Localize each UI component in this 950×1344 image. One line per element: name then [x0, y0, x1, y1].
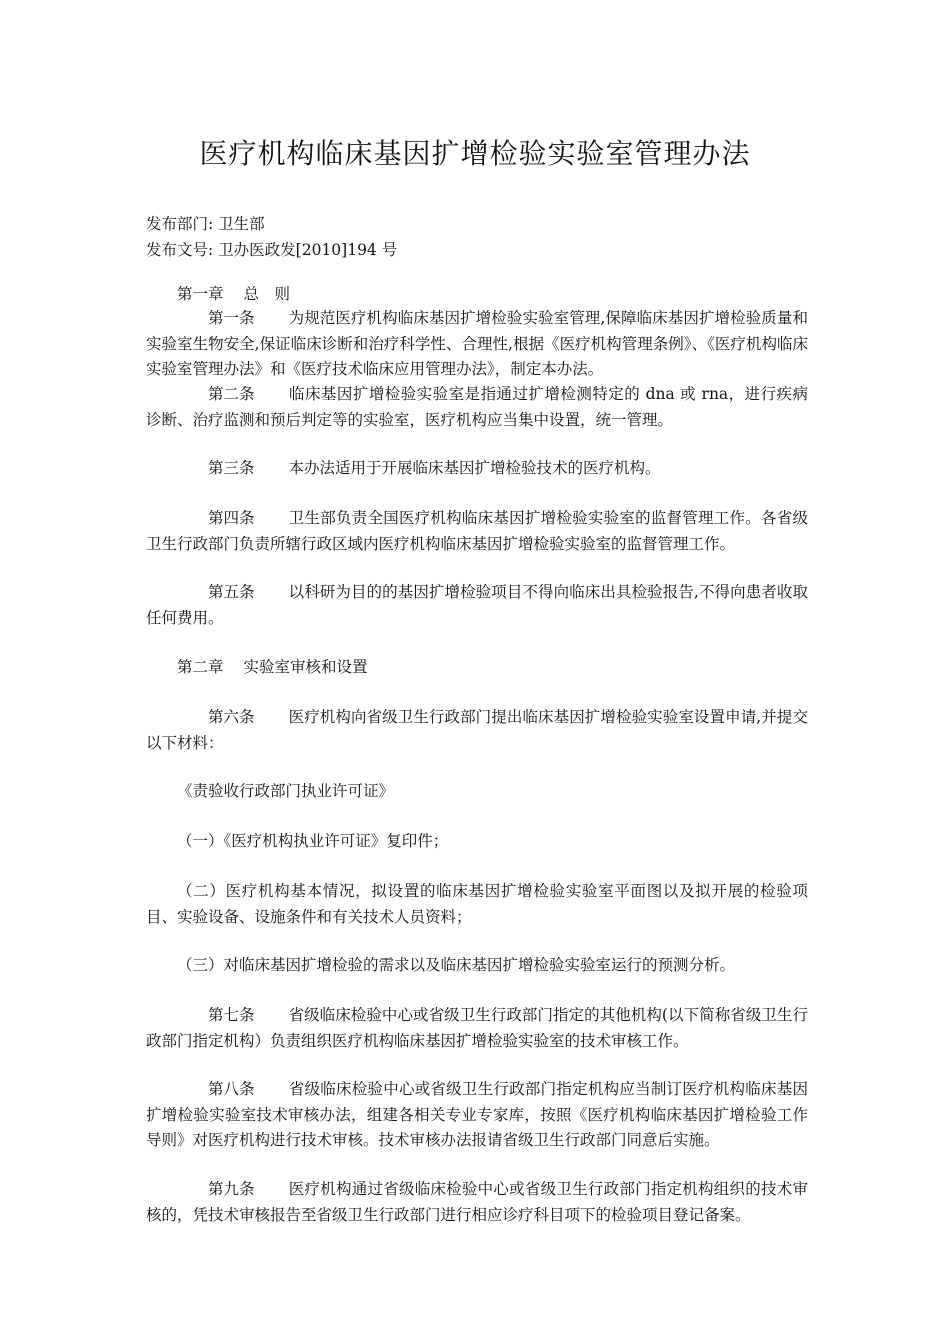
article-text: 本办法适用于开展临床基因扩增检验技术的医疗机构。 — [288, 459, 661, 477]
article-4 — [146, 506, 808, 557]
issuer-line — [146, 212, 808, 238]
article-label: 第九条 — [208, 1180, 255, 1198]
docno-line — [146, 238, 808, 264]
article-text: 以科研为目的的基因扩增检验项目不得向临床出具检验报告,不得向患者收取任何费用。 — [146, 583, 808, 627]
article-6-item-1 — [146, 829, 808, 855]
article-label: 第六条 — [208, 708, 255, 726]
chapter-title: 实验室审核和设置 — [243, 658, 368, 676]
article-label: 第八条 — [208, 1080, 255, 1098]
issuer-value: 卫生部 — [218, 215, 265, 233]
article-6-note — [146, 779, 808, 805]
article-text: 省级临床检验中心或省级卫生行政部门指定的其他机构(以下简称省级卫生行政部门指定机构）负责组织医疗机构临床基因扩增检验实验室的技术审核工作。 — [146, 1006, 808, 1050]
list-item-text: （二）医疗机构基本情况，拟设置的临床基因扩增检验实验室平面图以及拟开展的检验项目、实验设备、设施条件和有关技术人员资料； — [146, 882, 808, 926]
chapter-title: 总 则 — [243, 285, 291, 303]
article-1 — [146, 306, 808, 383]
meta-block — [146, 212, 808, 263]
chapter-label: 第一章 — [177, 285, 224, 303]
chapter-1-heading — [146, 282, 808, 308]
article-label: 第七条 — [208, 1006, 255, 1024]
chapter-label: 第二章 — [177, 658, 224, 676]
article-6-item-2 — [146, 879, 808, 930]
note-text: 《责验收行政部门执业许可证》 — [177, 782, 395, 800]
article-8 — [146, 1077, 808, 1154]
article-text: 临床基因扩增检验实验室是指通过扩增检测特定的 dna 或 rna，进行疾病诊断、治疗监测和预后判定等的实验室，医疗机构应当集中设置，统一管理。 — [146, 385, 808, 429]
article-label: 第四条 — [208, 509, 255, 527]
article-2 — [146, 382, 808, 433]
article-label: 第三条 — [208, 459, 255, 477]
docno-value: 卫办医政发[2010]194 号 — [218, 240, 398, 259]
chapter-2-heading — [146, 655, 808, 681]
docno-label: 发布文号: — [146, 240, 214, 259]
list-item-text: （一）《医疗机构执业许可证》复印件； — [177, 832, 449, 850]
issuer-label: 发布部门: — [146, 215, 214, 233]
article-6 — [146, 705, 808, 756]
article-label: 第一条 — [208, 309, 255, 327]
article-6-item-3 — [146, 953, 808, 979]
article-text: 卫生部负责全国医疗机构临床基因扩增检验实验室的监督管理工作。各省级卫生行政部门负责所辖行政区域内医疗机构临床基因扩增检验实验室的监督管理工作。 — [146, 509, 808, 553]
article-label: 第五条 — [208, 583, 255, 601]
article-7 — [146, 1003, 808, 1054]
article-text: 医疗机构向省级卫生行政部门提出临床基因扩增检验实验室设置申请,并提交以下材料： — [146, 708, 808, 752]
article-3 — [146, 456, 808, 482]
article-text: 省级临床检验中心或省级卫生行政部门指定机构应当制订医疗机构临床基因扩增检验实验室技术审核办法，组建各相关专业专家库，按照《医疗机构临床基因扩增检验工作导则》对医疗机构进行技术审核。技术审核办法报请省级卫生行政部门同意后实施。 — [146, 1080, 808, 1149]
article-text: 医疗机构通过省级临床检验中心或省级卫生行政部门指定机构组织的技术审核的，凭技术审核报告至省级卫生行政部门进行相应诊疗科目项下的检验项目登记备案。 — [146, 1180, 808, 1224]
list-item-text: （三）对临床基因扩增检验的需求以及临床基因扩增检验实验室运行的预测分析。 — [177, 956, 736, 974]
article-label: 第二条 — [208, 385, 255, 403]
article-text: 为规范医疗机构临床基因扩增检验实验室管理,保障临床基因扩增检验质量和实验室生物安全,保证临床诊断和治疗科学性、合理性,根据《医疗机构管理条例》、《医疗机构临床实验室管理办法》和《医疗技术临床应用管理办法》，制定本办法。 — [146, 309, 808, 378]
article-9 — [146, 1177, 808, 1228]
document-title: 医疗机构临床基因扩增检验实验室管理办法 — [199, 137, 751, 170]
article-5 — [146, 580, 808, 631]
